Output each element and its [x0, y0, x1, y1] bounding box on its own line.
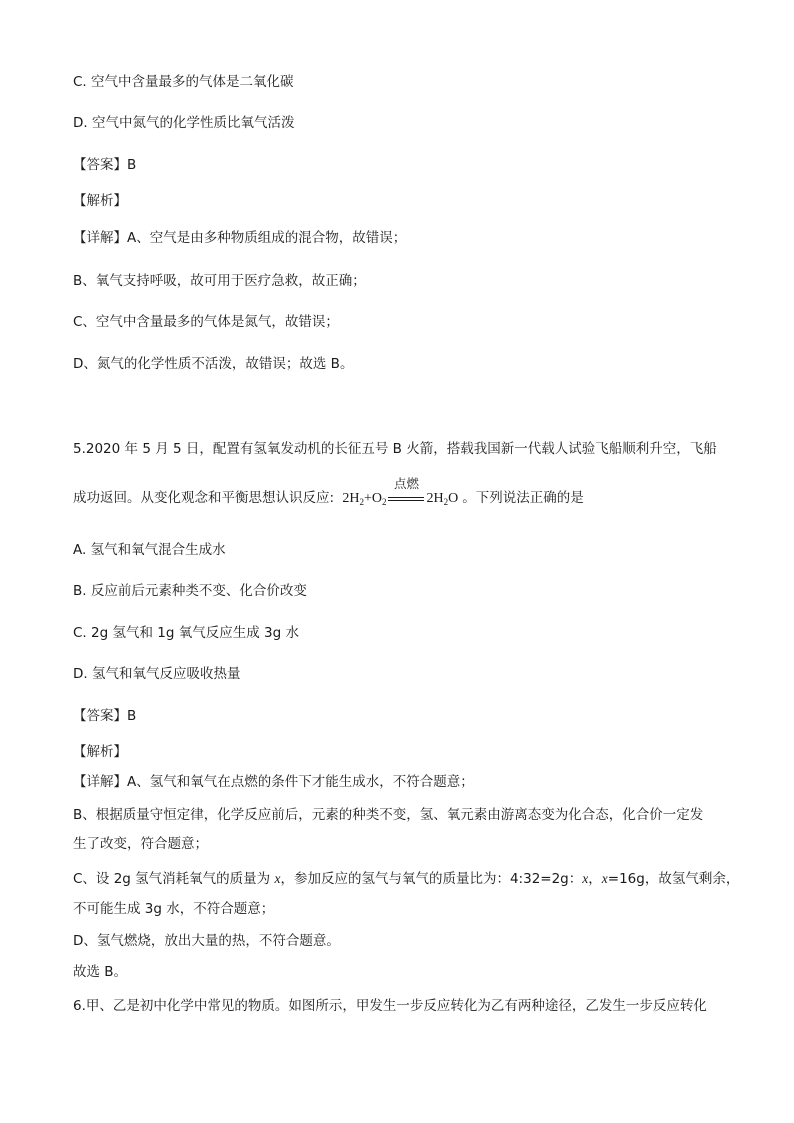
chemical-equation: $2H_2+O_2$ 点燃 $2H_2O$ — [342, 489, 458, 512]
q4-analysis-label: 【解析】 — [73, 193, 127, 209]
q5-detail-3b: 不可能生成 3g 水，不符合题意； — [73, 901, 275, 917]
q5-option-c: C. 2g 氢气和 1g 氧气反应生成 3g 水 — [73, 625, 299, 641]
q5-conclusion: 故选 B。 — [73, 964, 128, 980]
q4-answer: 【答案】B — [73, 157, 137, 173]
q5-detail-2a: B、根据质量守恒定律，化学反应前后，元素的种类不变，氢、氧元素由游离态变为化合态，化合价一定发 — [73, 807, 704, 823]
q5-detail-4: D、氢气燃烧，放出大量的热，不符合题意。 — [73, 933, 340, 949]
q4-option-c: C. 空气中含量最多的气体是二氧化碳 — [73, 74, 294, 90]
q5-stem-line-1: 5.2020 年 5 月 5 日，配置有氢氧发动机的长征五号 B 火箭，搭载我国新一代载人试验飞船顺利升空，飞船 — [73, 441, 717, 457]
q5-detail-2b: 生了改变，符合题意； — [73, 836, 208, 852]
q5-stem-line-2 — [73, 476, 734, 512]
q4-detail-2: B、氧气支持呼吸，故可用于医疗急救，故正确； — [73, 273, 366, 289]
q5-detail-1: 【详解】A、氢气和氧气在点燃的条件下才能生成水，不符合题意； — [73, 774, 474, 790]
q4-detail-4: D、氮气的化学性质不活泼，故错误；故选 B。 — [73, 356, 354, 372]
q4-option-d: D. 空气中氮气的化学性质比氧气活泼 — [73, 115, 295, 131]
q5-answer: 【答案】B — [73, 708, 137, 724]
variable-x: x — [274, 871, 281, 886]
q6-stem-line-1: 6.甲、乙是初中化学中常见的物质。如图所示，甲发生一步反应转化为乙有两种途径，乙发生一步反应转化 — [73, 998, 707, 1014]
q5-option-b: B. 反应前后元素种类不变、化合价改变 — [73, 583, 307, 599]
q4-detail-1: 【详解】A、空气是由多种物质组成的混合物，故错误； — [73, 230, 407, 246]
q5-detail-3a: C、设 2g 氢气消耗氧气的质量为 x，参加反应的氢气与氧气的质量比为：4:32=2g：x，x=16g，故氢气剩余， — [73, 871, 740, 887]
q5-stem-pre: 成功返回。从变化观念和平衡思想认识反应: — [73, 490, 339, 506]
q5-option-d: D. 氢气和氧气反应吸收热量 — [73, 666, 241, 682]
q5-analysis-label: 【解析】 — [73, 744, 127, 760]
q5-option-a: A. 氢气和氧气混合生成水 — [73, 542, 226, 558]
reaction-arrow — [388, 476, 424, 504]
q5-stem-post: 。下列说法正确的是 — [462, 490, 584, 506]
q4-detail-3: C、空气中含量最多的气体是氮气，故错误； — [73, 314, 339, 330]
reaction-condition: 点燃 — [393, 476, 419, 491]
